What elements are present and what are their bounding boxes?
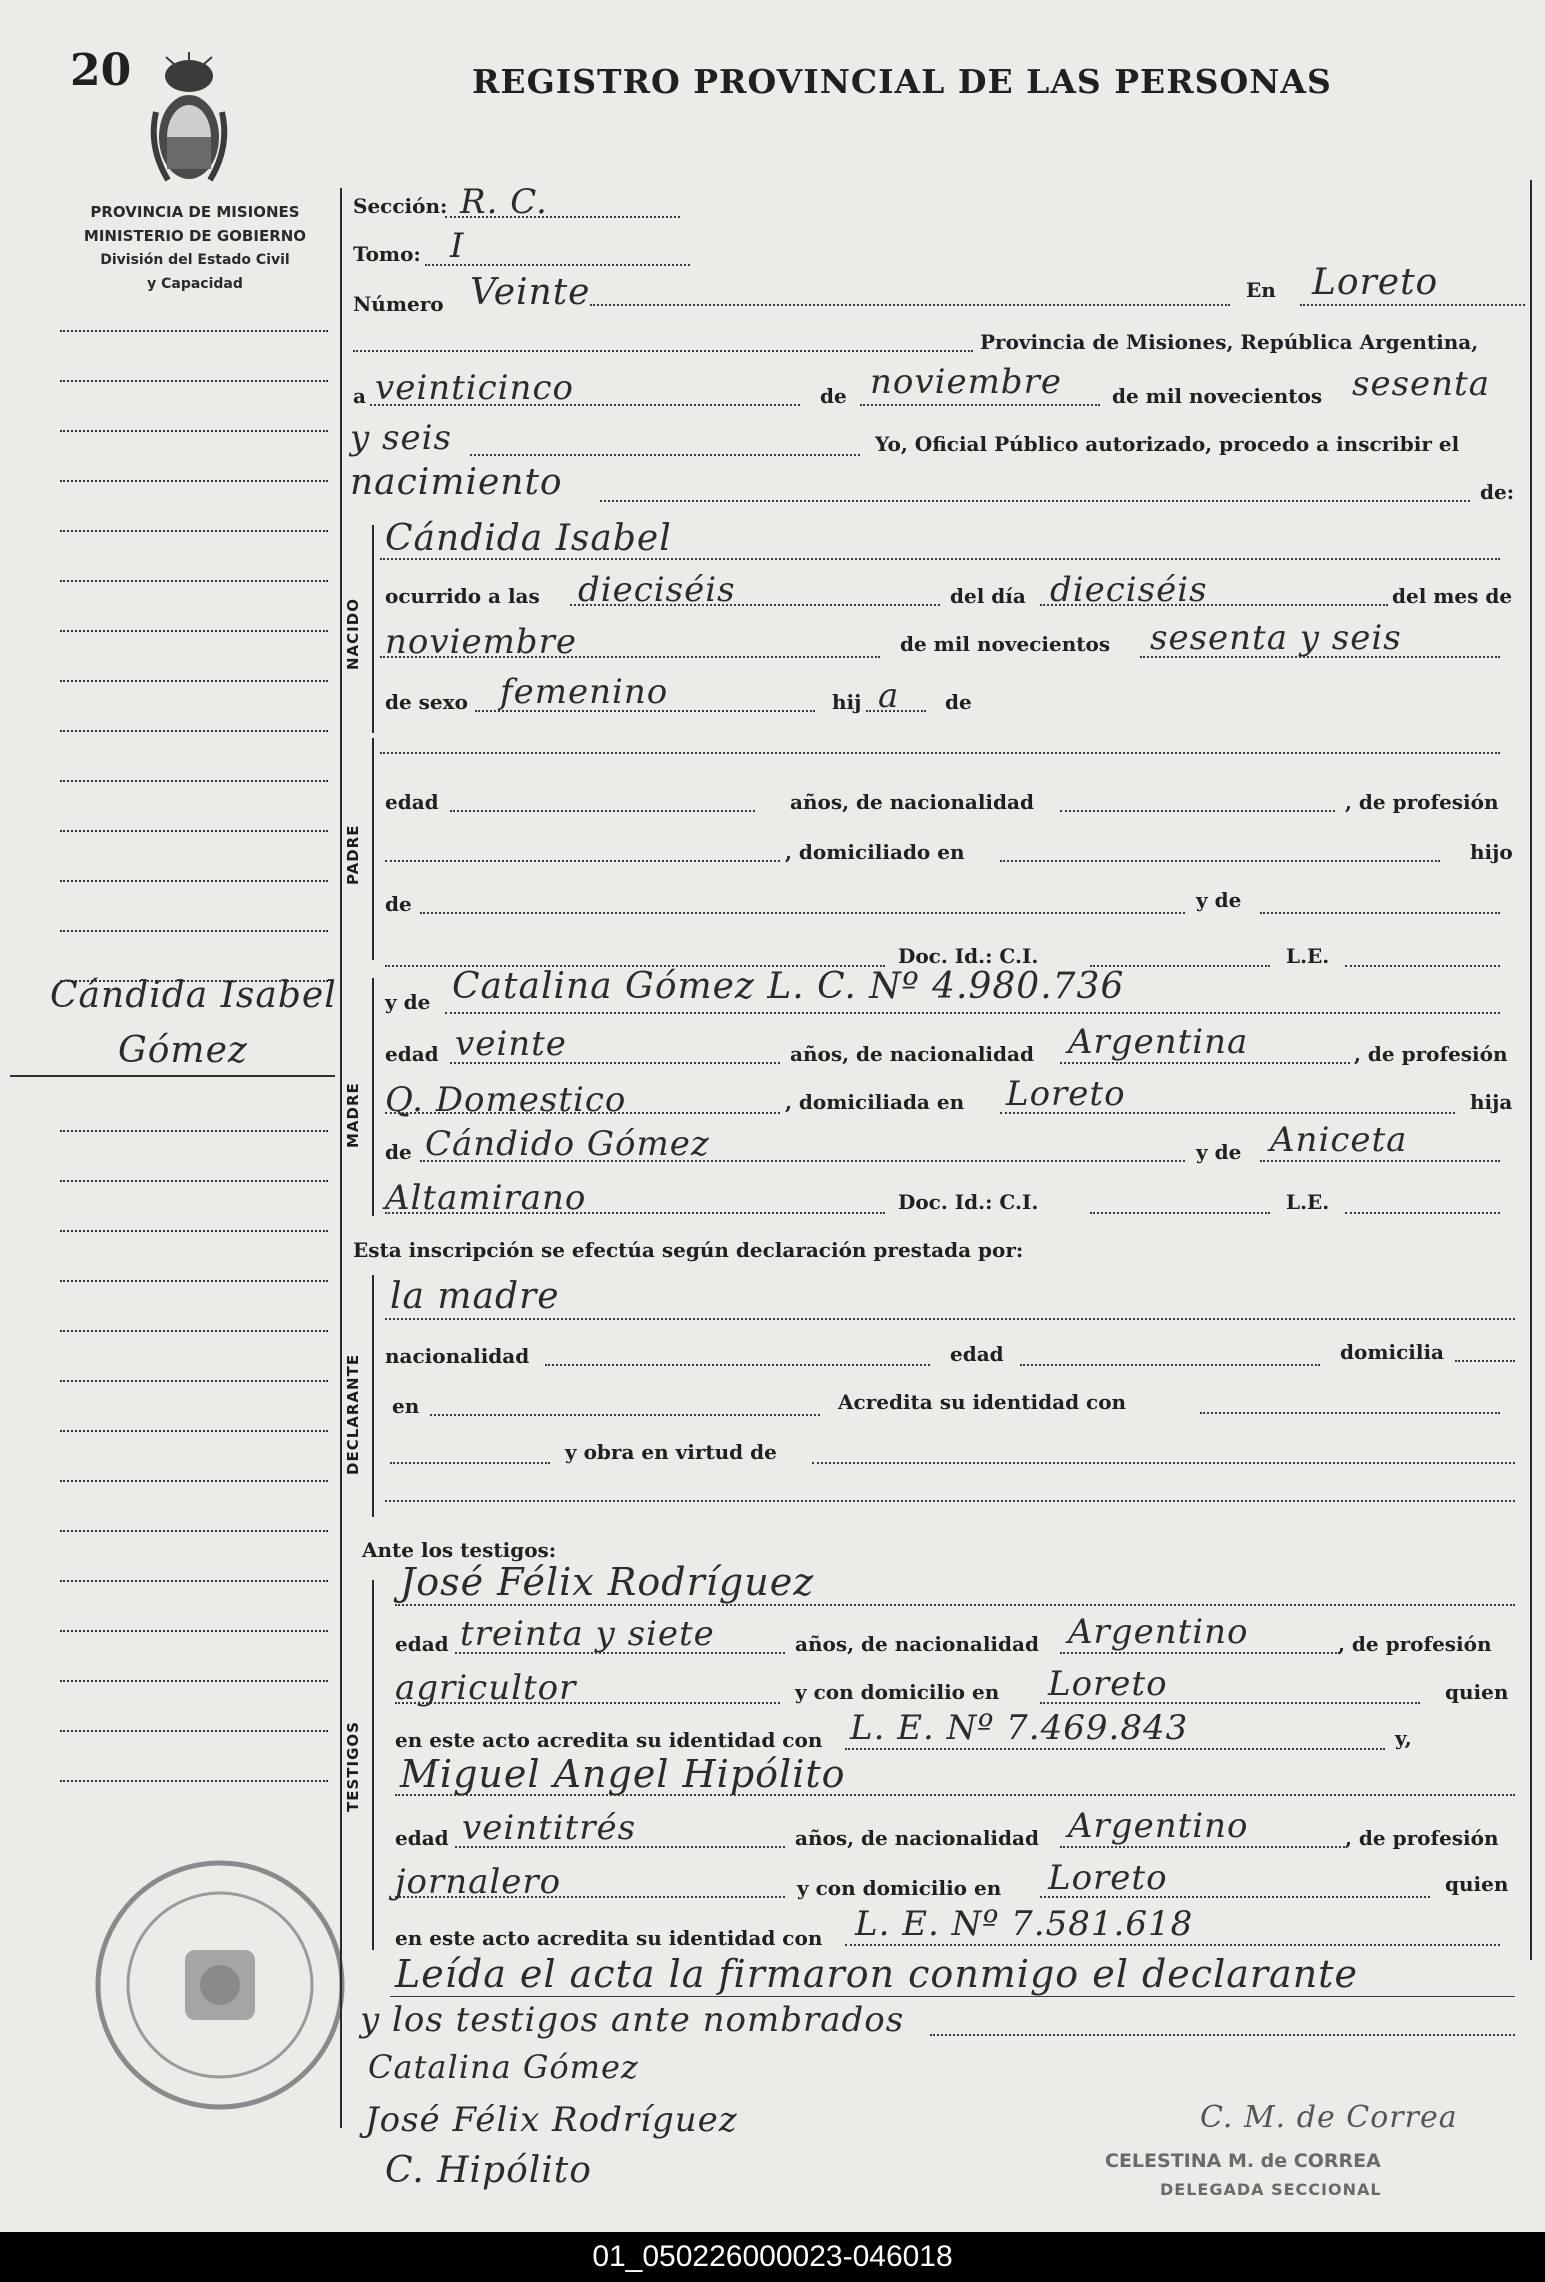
declarante-nacionalidad-label: nacionalidad: [385, 1344, 530, 1368]
padre-profesion-line: [385, 860, 780, 862]
declarante-en-line: [430, 1414, 820, 1416]
margin-line: [60, 580, 328, 582]
padre-y-de-line: [1260, 912, 1500, 914]
ocurrido-label: ocurrido a las: [385, 584, 540, 608]
en-line: [1300, 304, 1525, 306]
nacido-mes-line: [380, 656, 880, 658]
t1-doc-value: L. E. Nº 7.469.843: [850, 1708, 1189, 1748]
margin-line: [60, 1280, 328, 1282]
acto-value: nacimiento: [350, 462, 563, 503]
t2-doc-value: L. E. Nº 7.581.618: [855, 1904, 1194, 1944]
madre-le-line: [1345, 1212, 1500, 1214]
padre-edad-line: [450, 810, 755, 812]
firma-testigo-2: C. Hipólito: [385, 2150, 592, 2191]
madre-nacionalidad-value: Argentina: [1068, 1022, 1249, 1062]
sello-cargo: DELEGADA SECCIONAL: [1160, 2180, 1382, 2199]
cierre-line1: Leída el acta la firmaron conmigo el declarante: [395, 1952, 1358, 1996]
madre-profesion-label: , de profesión: [1354, 1042, 1508, 1066]
t1-domicilio-line: [1040, 1702, 1420, 1704]
provincia-line: [353, 350, 973, 352]
margin-line: [60, 1380, 328, 1382]
hora-line: [570, 604, 940, 606]
seccion-value: R. C.: [460, 182, 548, 222]
madre-nacionalidad-line: [1060, 1062, 1350, 1064]
t2-domicilio-label: y con domicilio en: [797, 1876, 1002, 1900]
madre-edad-line: [450, 1062, 780, 1064]
madre-domicilio-line: [1000, 1112, 1455, 1114]
madre-ci-line: [1090, 1212, 1270, 1214]
madre-anios-label: años, de nacionalidad: [790, 1042, 1034, 1066]
declarante-nacionalidad-line: [545, 1364, 930, 1366]
cierre-line2-rule: [930, 2034, 1515, 2036]
margin-line: [60, 1530, 328, 1532]
madre-madre-line: [1260, 1160, 1500, 1162]
madre-domiciliada-label: , domiciliada en: [785, 1090, 965, 1114]
padre-domicilio-line: [1000, 860, 1440, 862]
margin-note-underline: [10, 1075, 335, 1077]
anio-value-1: sesenta: [1352, 364, 1490, 404]
madre-doc-label: Doc. Id.: C.I.: [898, 1190, 1039, 1214]
org-line: División del Estado Civil: [100, 252, 290, 268]
margin-line: [60, 630, 328, 632]
madre-le-label: L.E.: [1286, 1190, 1330, 1214]
a-label: a: [353, 384, 366, 408]
nacido-anio-line: [1140, 656, 1500, 658]
declarante-extra-line: [385, 1500, 1515, 1502]
nacido-mes-value: noviembre: [385, 622, 577, 662]
t2-nombre: Miguel Angel Hipólito: [400, 1752, 846, 1796]
t2-edad-value: veintitrés: [462, 1808, 637, 1848]
nacido-dia-value: dieciséis: [1050, 570, 1208, 610]
declarante-nombre-line: [385, 1318, 1515, 1320]
nacido-de-label: de: [945, 690, 972, 714]
declarante-acredita-label: Acredita su identidad con: [838, 1390, 1127, 1414]
argentina-coat-of-arms-icon: [148, 52, 230, 192]
margin-line: [60, 1230, 328, 1232]
hij-value: a: [878, 676, 900, 716]
tomo-label: Tomo:: [353, 242, 421, 266]
t1-profesion-line: [395, 1702, 780, 1704]
t1-anios-label: años, de nacionalidad: [795, 1632, 1039, 1656]
margin-line: [60, 1580, 328, 1582]
margin-line: [60, 730, 328, 732]
t1-nombre-line: [395, 1604, 1515, 1606]
firma-testigo-1: José Félix Rodríguez: [365, 2100, 738, 2140]
t1-doc-line: [845, 1748, 1385, 1750]
madre-padre-line: [420, 1160, 1185, 1162]
t1-domicilio-value: Loreto: [1048, 1664, 1168, 1704]
padre-y-de-label: y de: [1196, 888, 1242, 912]
declarante-nombre-value: la madre: [390, 1276, 560, 1317]
t1-quien-label: quien: [1445, 1680, 1509, 1704]
t2-domicilio-line: [1040, 1896, 1430, 1898]
madre-section-label: MADRE: [344, 1082, 362, 1148]
t2-profesion-label: , de profesión: [1345, 1826, 1499, 1850]
de-colon: de:: [1480, 480, 1515, 504]
mil-label: de mil novecientos: [1112, 384, 1323, 408]
madre-madre-value-2: Altamirano: [385, 1178, 587, 1218]
main-frame-left-border: [340, 188, 342, 2128]
margin-line: [60, 830, 328, 832]
en-label: En: [1246, 278, 1276, 302]
padre-profesion-label: , de profesión: [1345, 790, 1499, 814]
declarante-domicilia-line: [1455, 1360, 1515, 1362]
margin-line: [60, 380, 328, 382]
cierre-line2: y los testigos ante nombrados: [360, 2000, 905, 2040]
t1-nombre: José Félix Rodríguez: [400, 1560, 815, 1604]
declarante-domicilia-label: domicilia: [1340, 1340, 1445, 1364]
acto-line: [600, 500, 1470, 502]
yo-text: Yo, Oficial Público autorizado, procedo a inscribir el: [875, 432, 1460, 456]
testigos-intro: Ante los testigos:: [362, 1538, 557, 1562]
t1-nacionalidad-value: Argentino: [1068, 1612, 1249, 1652]
org-block: [50, 200, 340, 296]
padre-hijo-label: hijo: [1470, 840, 1513, 864]
de-label: de: [820, 384, 847, 408]
margin-line: [60, 330, 328, 332]
t2-profesion-line: [395, 1896, 785, 1898]
firma-oficial: C. M. de Correa: [1200, 2100, 1458, 2135]
nacido-nombre: Cándida Isabel: [385, 518, 672, 559]
margin-line: [60, 1730, 328, 1732]
del-mes-label: del mes de: [1392, 584, 1513, 608]
margin-line: [60, 1780, 328, 1782]
madre-de-label: de: [385, 1140, 412, 1164]
madre-y-de-label2: y de: [1196, 1140, 1242, 1164]
firma-declarante: Catalina Gómez: [368, 2048, 639, 2086]
provincia-text: Provincia de Misiones, República Argentina,: [980, 330, 1479, 354]
padre-edad-label: edad: [385, 790, 439, 814]
declarante-intro: Esta inscripción se efectúa según declaración prestada por:: [353, 1238, 1024, 1262]
madre-nombre-value: Catalina Gómez L. C. Nº 4.980.736: [452, 966, 1125, 1007]
hij-label: hij: [832, 690, 862, 714]
tomo-line: [425, 264, 690, 266]
mes-value: noviembre: [870, 362, 1062, 402]
padre-nacionalidad-line: [1060, 810, 1335, 812]
sello-nombre: CELESTINA M. de CORREA: [1105, 2150, 1381, 2172]
padre-domiciliado-label: , domiciliado en: [785, 840, 965, 864]
sexo-line: [475, 710, 815, 712]
margin-line: [60, 780, 328, 782]
margin-line: [60, 880, 328, 882]
t2-edad-line: [455, 1846, 785, 1848]
numero-label: Número: [353, 292, 444, 316]
t1-edad-label: edad: [395, 1632, 449, 1656]
margin-line: [60, 1680, 328, 1682]
t1-acto-label: en este acto acredita su identidad con: [395, 1728, 823, 1752]
margin-line: [60, 680, 328, 682]
margin-line: [60, 930, 328, 932]
nacido-section-label: NACIDO: [344, 598, 362, 670]
en-value: Loreto: [1312, 262, 1439, 303]
padre-nombre-line: [380, 752, 1500, 754]
madre-nombre-line: [445, 1012, 1500, 1014]
t2-quien-label: quien: [1445, 1872, 1509, 1896]
image-id-text: 01_050226000023-046018: [592, 2240, 953, 2273]
nacido-dia-line: [1040, 604, 1388, 606]
numero-value: Veinte: [470, 272, 591, 313]
padre-de-line: [420, 912, 1185, 914]
margin-note-line1: Cándida Isabel: [50, 975, 337, 1016]
padre-anios-label: años, de nacionalidad: [790, 790, 1034, 814]
t1-y-label: y,: [1395, 1726, 1412, 1750]
tomo-value: I: [450, 226, 465, 266]
main-frame-right-border: [1530, 180, 1532, 1960]
dia-line: [370, 404, 800, 406]
t1-nacionalidad-line: [1060, 1652, 1340, 1654]
madre-padre-value: Cándido Gómez: [425, 1124, 710, 1164]
org-line: PROVINCIA DE MISIONES: [90, 203, 300, 221]
margin-note-line2: Gómez: [118, 1030, 248, 1071]
cierre-line1-rule: [390, 1996, 1515, 1997]
margin-line: [60, 1430, 328, 1432]
t1-edad-value: treinta y siete: [460, 1614, 715, 1654]
del-dia-label: del día: [950, 584, 1026, 608]
t2-nacionalidad-value: Argentino: [1068, 1806, 1249, 1846]
t2-anios-label: años, de nacionalidad: [795, 1826, 1039, 1850]
testigos-section-label: TESTIGOS: [344, 1721, 362, 1812]
seccion-line: [445, 216, 680, 218]
hij-line: [866, 710, 926, 712]
declarante-section-label: DECLARANTE: [344, 1353, 362, 1475]
sexo-value: femenino: [500, 672, 669, 712]
madre-edad-value: veinte: [455, 1024, 567, 1064]
padre-de-label: de: [385, 892, 412, 916]
margin-line: [60, 1180, 328, 1182]
padre-doc-label: Doc. Id.: C.I.: [898, 944, 1039, 968]
t2-acto-label: en este acto acredita su identidad con: [395, 1926, 823, 1950]
madre-domicilio-value: Loreto: [1006, 1074, 1126, 1114]
page-number: 20: [70, 45, 132, 96]
madre-madre-value-1: Aniceta: [1270, 1120, 1408, 1160]
margin-line: [60, 1630, 328, 1632]
dia-value: veinticinco: [375, 368, 574, 408]
org-line: MINISTERIO DE GOBIERNO: [83, 227, 307, 245]
t1-domicilio-label: y con domicilio en: [795, 1680, 1000, 1704]
org-line: y Capacidad: [147, 276, 243, 292]
image-id-bar: [0, 2232, 1545, 2282]
t1-edad-line: [455, 1652, 785, 1654]
anio-line: [470, 454, 860, 456]
madre-profesion-line: [385, 1112, 780, 1114]
madre-profesion-value: Q. Domestico: [385, 1080, 627, 1120]
declarante-obra-lead-line: [390, 1462, 550, 1464]
padre-le-label: L.E.: [1286, 944, 1330, 968]
madre-y-de-label: y de: [385, 990, 431, 1014]
t1-profesion-label: , de profesión: [1338, 1632, 1492, 1656]
margin-line: [60, 1330, 328, 1332]
official-round-seal-icon: [90, 1855, 350, 2115]
nacido-anio-value: sesenta y seis: [1150, 618, 1402, 658]
madre-hija-label: hija: [1470, 1090, 1513, 1114]
anio-value-2: y seis: [350, 418, 452, 458]
t2-nacionalidad-line: [1060, 1846, 1345, 1848]
t2-domicilio-value: Loreto: [1048, 1858, 1168, 1898]
t2-edad-label: edad: [395, 1826, 449, 1850]
margin-line: [60, 480, 328, 482]
declarante-edad-label: edad: [950, 1342, 1004, 1366]
margin-line: [60, 530, 328, 532]
t1-profesion-value: agricultor: [395, 1668, 577, 1708]
t2-nombre-line: [395, 1794, 1515, 1796]
padre-section-label: PADRE: [344, 824, 362, 885]
seccion-label: Sección:: [353, 194, 448, 218]
numero-line: [590, 304, 1230, 306]
margin-line: [60, 1130, 328, 1132]
t2-doc-line: [845, 1944, 1500, 1946]
hora-value: dieciséis: [578, 570, 736, 610]
declarante-en-label: en: [392, 1394, 420, 1418]
nacido-mil-label: de mil novecientos: [900, 632, 1111, 656]
declarante-obra-label: y obra en virtud de: [565, 1440, 777, 1464]
declarante-edad-line: [1020, 1364, 1320, 1366]
padre-le-line: [1345, 965, 1500, 967]
margin-line: [60, 430, 328, 432]
mes-line: [860, 404, 1100, 406]
sexo-label: de sexo: [385, 690, 468, 714]
page-title: REGISTRO PROVINCIAL DE LAS PERSONAS: [472, 62, 1332, 101]
declarante-obra-line: [812, 1462, 1515, 1464]
madre-doc-lead-line: [385, 1212, 885, 1214]
nacido-nombre-line: [380, 558, 1500, 560]
margin-line: [60, 1480, 328, 1482]
declarante-acredita-line: [1200, 1412, 1500, 1414]
t2-profesion-value: jornalero: [395, 1862, 562, 1902]
madre-edad-label: edad: [385, 1042, 439, 1066]
